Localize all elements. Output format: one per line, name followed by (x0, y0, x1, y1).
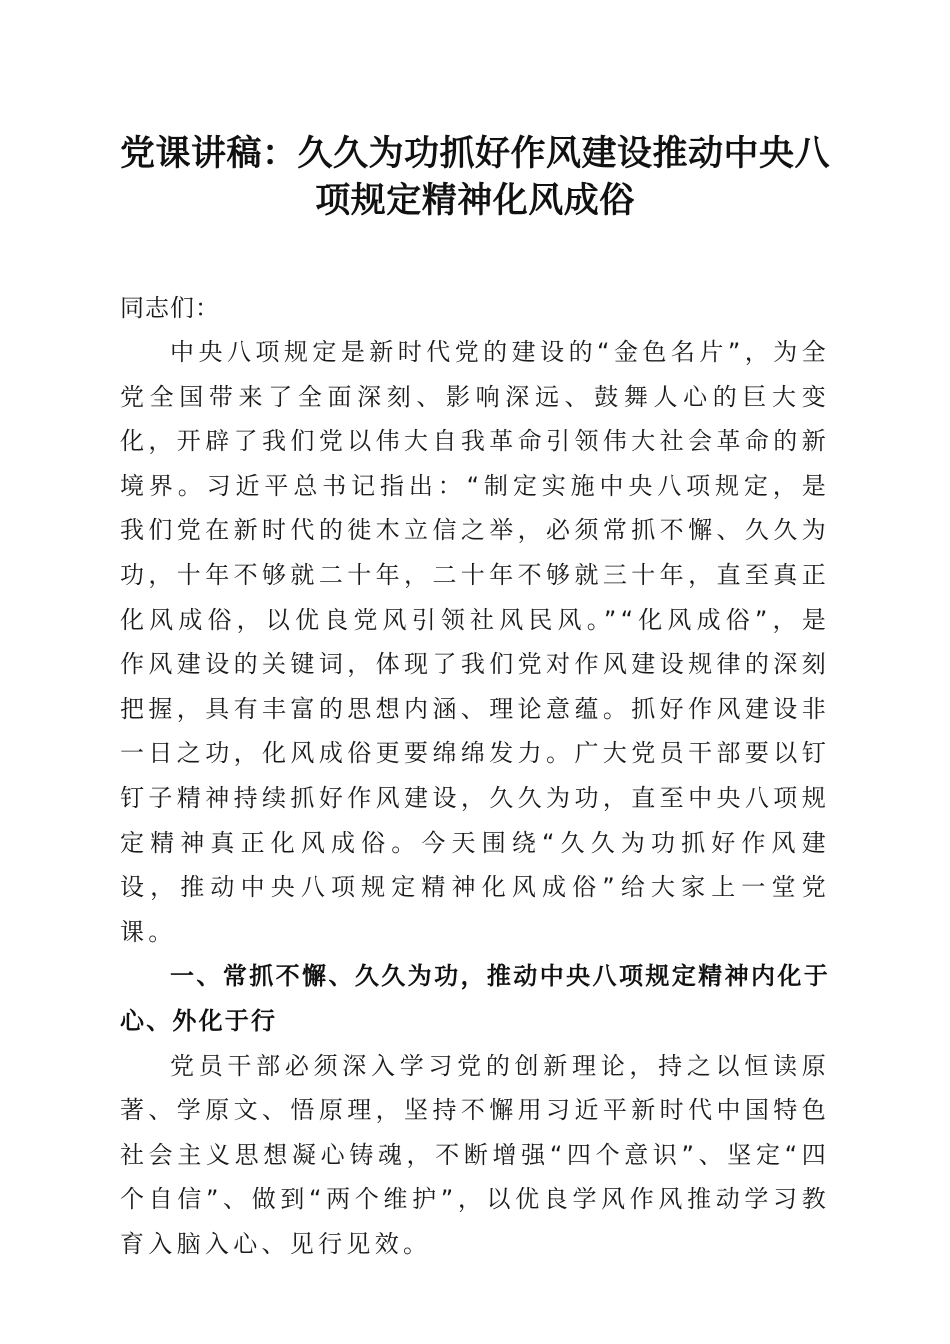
document-page (120, 130, 830, 1266)
section-paragraph: 党员干部必须深入学习党的创新理论，持之以恒读原著、学原文、悟原理，坚持不懈用习近平新时代中国特色社会主义思想凝心铸魂，不断增强“四个意识”、坚定“四个自信”、做到“两个维护”，以优良学风作风推动学习教育入脑入心、见行见效。 (120, 1051, 830, 1258)
document-title: 党课讲稿：久久为功抓好作风建设推动中央八项规定精神化风成俗 (120, 133, 831, 221)
greeting: 同志们： (120, 294, 220, 322)
section-heading: 一、常抓不懈、久久为功，推动中央八项规定精神内化于心、外化于行 (120, 962, 830, 1035)
intro-paragraph: 中央八项规定是新时代党的建设的“金色名片”，为全党全国带来了全面深刻、影响深远、鼓舞人心的巨大变化，开辟了我们党以伟大自我革命引领伟大社会革命的新境界。习近平总书记指出：“制定实施中央八项规定，是我们党在新时代的徙木立信之举，必须常抓不懈、久久为功，十年不够就二十年，二十年不够就三十年，直至真正化风成俗，以优良党风引领社风民风。”“化风成俗”，是作风建设的关键词，体现了我们党对作风建设规律的深刻把握，具有丰富的思想内涵、理论意蕴。抓好作风建设非一日之功，化风成俗更要绵绵发力。广大党员干部要以钉钉子精神持续抓好作风建设，久久为功，直至中央八项规定精神真正化风成俗。今天围绕“久久为功抓好作风建设，推动中央八项规定精神化风成俗”给大家上一堂党课。 (120, 338, 830, 946)
